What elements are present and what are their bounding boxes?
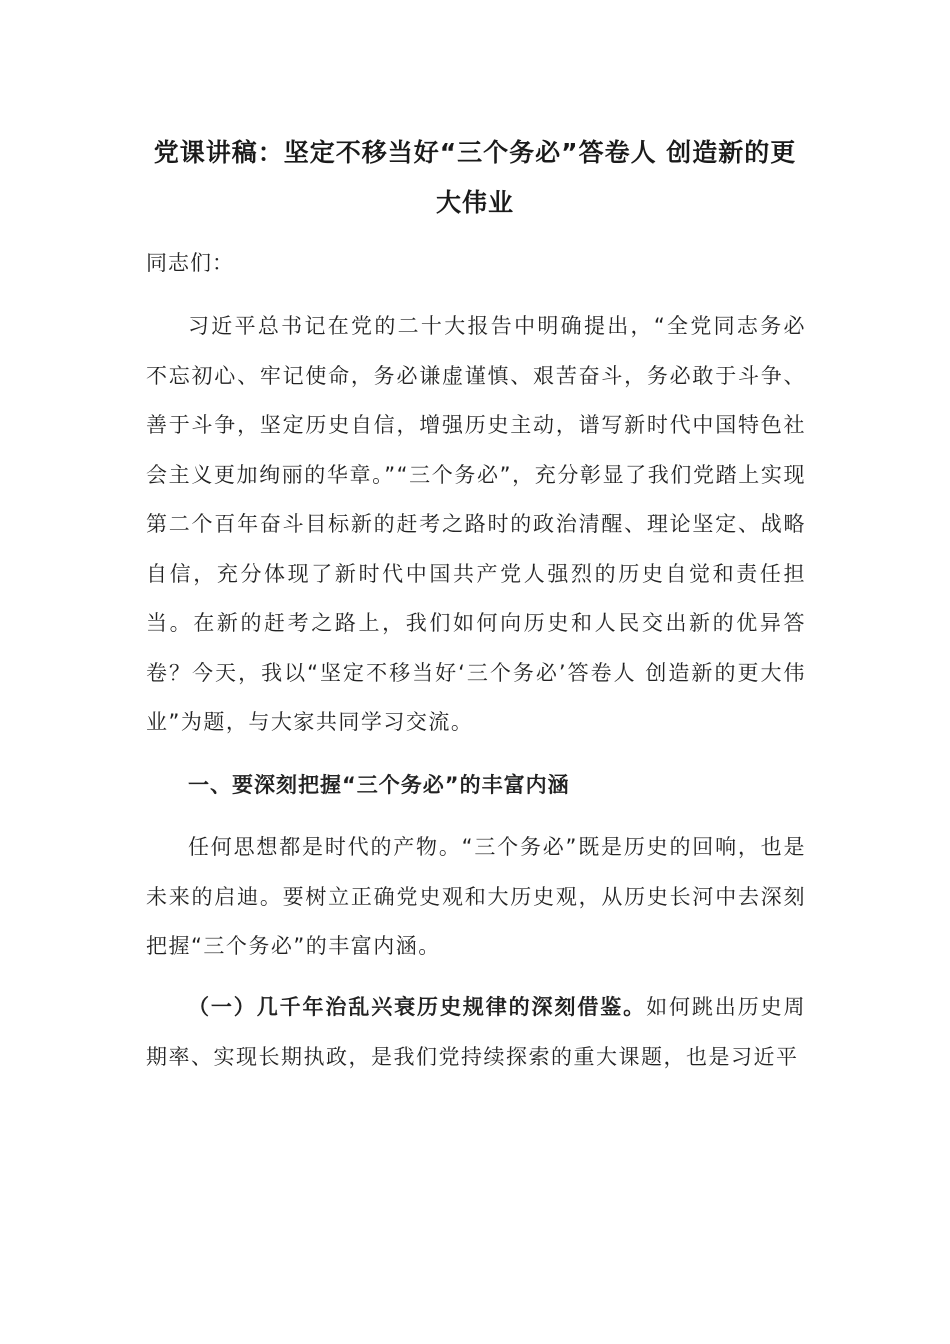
subsection-lead: （一）几千年治乱兴衰历史规律的深刻借鉴。 [188, 995, 647, 1019]
paragraph-subsection-1 [146, 983, 806, 1082]
section-heading-1: 一、要深刻把握“三个务必”的丰富内涵 [188, 773, 570, 797]
document-title-line-2: 大伟业 [435, 188, 514, 217]
paragraph-intro: 习近平总书记在党的二十大报告中明确提出，“全党同志务必不忘初心、牢记使命，务必谦虚谨慎、艰苦奋斗，务必敢于斗争、善于斗争，坚定历史自信，增强历史主动，谱写新时代中国特色社会主义更加绚丽的华章。”“三个务必”，充分彰显了我们党踏上实现第二个百年奋斗目标新的赶考之路时的政治清醒、理论坚定、战略自信，充分体现了新时代中国共产党人强烈的历史自觉和责任担当。在新的赶考之路上，我们如何向历史和人民交出新的优异答卷？今天，我以“坚定不移当好‘三个务必’答卷人 创造新的更大伟业”为题，与大家共同学习交流。 [146, 314, 806, 734]
paragraph-section-1: 任何思想都是时代的产物。“三个务必”既是历史的回响，也是未来的启迪。要树立正确党史观和大历史观，从历史长河中去深刻把握“三个务必”的丰富内涵。 [146, 835, 806, 958]
salutation: 同志们： [146, 251, 234, 275]
subsection-body: 如何跳出历史周期率、实现长期执政，是我们党持续探索的重大课题，也是习近平 [146, 995, 807, 1069]
document-title-line-1: 党课讲稿：坚定不移当好“三个务必”答卷人 创造新的更 [153, 138, 797, 167]
